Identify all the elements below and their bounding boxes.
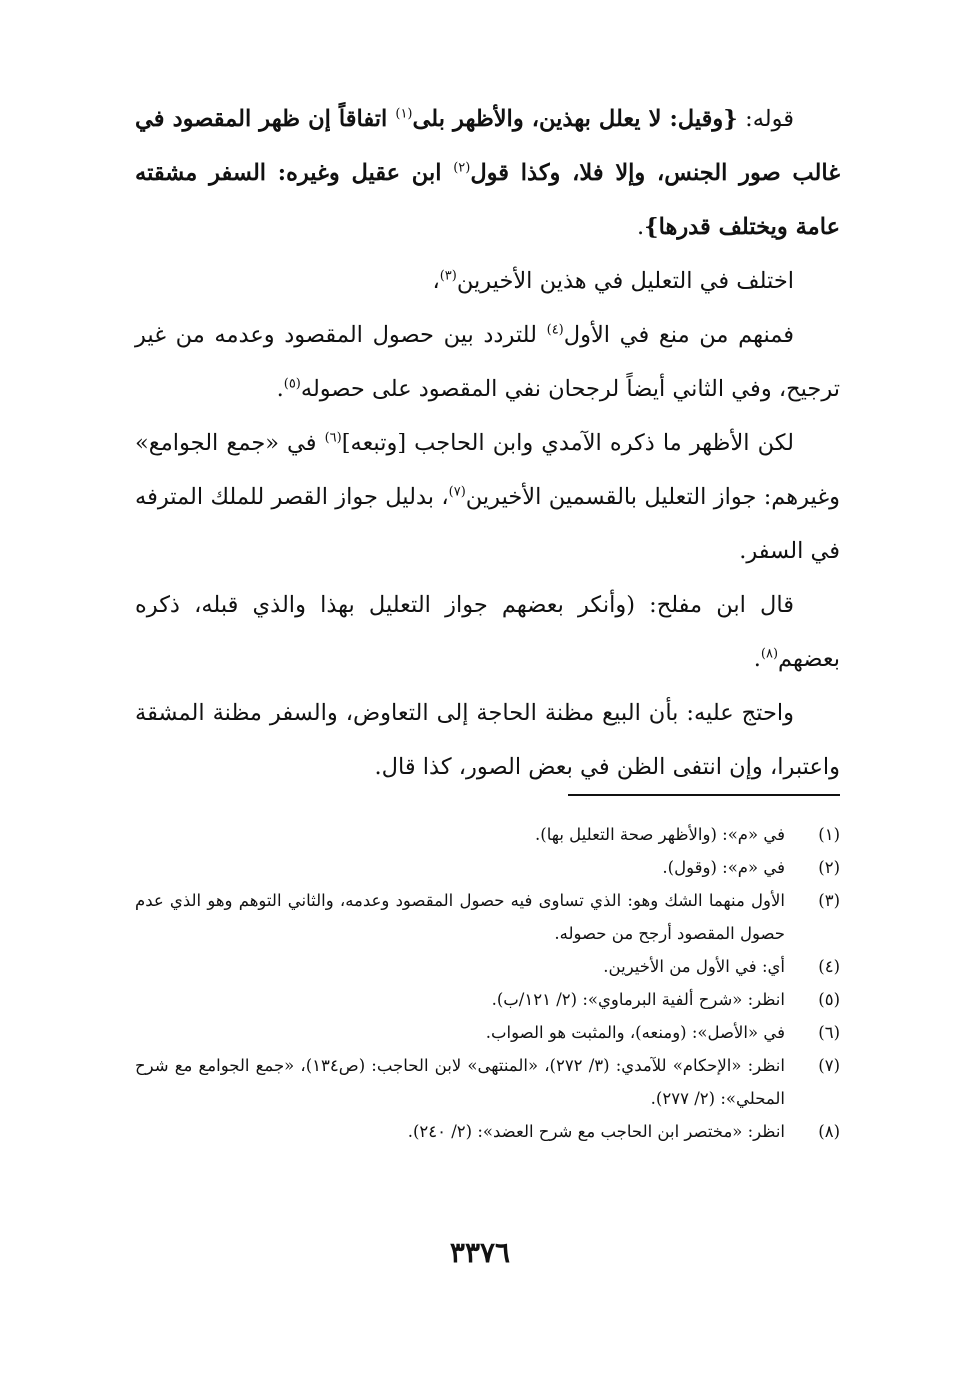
footnote-text: انظر: «الإحكام» للآمدي: (٣/ ٢٧٢)، «المنتهى» لابن الحاجب: (ص١٣٤)، «جمع الجوامع مع شرح المحلي»: (٢/ ٢٧٧). (135, 1056, 785, 1108)
text-segment: قوله: (737, 106, 795, 132)
footnote-reference: (٨) (760, 646, 779, 662)
text-segment: واحتج عليه: بأن البيع مظنة الحاجة إلى التعاوض، والسفر مظنة المشقة واعتبرا، وإن انتفى الظن في بعض الصور، كذا قال. (135, 700, 840, 780)
footnote-number: (٤) (818, 957, 840, 976)
footnote-text: في «الأصل»: (ومنعه)، والمثبت هو الصواب. (485, 1023, 785, 1042)
text-segment: للتردد بين حصول المقصود وعدمه من غير ترجيح، وفي الثاني أيضاً لرجحان نفي المقصود على حصوله (135, 322, 840, 402)
footnote-reference: (٦) (324, 430, 342, 446)
footnote (135, 818, 840, 851)
text-segment: اختلف في التعليل في هذين الأخيرين (456, 268, 794, 294)
text-segment: ابن عقيل وغيره: السفر مشقته عامة ويختلف قدرها} (135, 160, 840, 240)
footnote-reference: (٣) (439, 268, 457, 284)
text-segment: ، بدليل جواز القصر للملك المترفه في السفر. (135, 484, 840, 564)
footnote (135, 983, 840, 1016)
footnote (135, 1115, 840, 1148)
footnote-text: في «م»: (والأظهر صحة التعليل بها). (535, 825, 785, 844)
text-segment: {وقيل: لا يعلل بهذين، والأظهر بلى (412, 106, 738, 132)
footnote-text: في «م»: (وقول). (662, 858, 785, 877)
text-segment: . (636, 214, 645, 240)
footnote-number: (٨) (818, 1122, 840, 1141)
paragraph-quote (135, 92, 840, 254)
main-text (135, 92, 840, 794)
footnote-reference: (١) (395, 106, 413, 122)
paragraph (135, 308, 840, 416)
footnote-number: (١) (818, 825, 840, 844)
footnote (135, 1049, 840, 1115)
footnote-number: (٣) (818, 891, 840, 910)
footnote-number: (٥) (818, 990, 840, 1009)
footnote-number: (٦) (818, 1023, 840, 1042)
text-segment: في «جمع الجوامع» وغيرهم: جواز التعليل بالقسمين الأخيرين (135, 430, 840, 510)
text-segment: . (276, 376, 284, 402)
text-segment: فمنهم من منع في الأول (563, 322, 795, 348)
footnote (135, 884, 840, 950)
paragraph (135, 416, 840, 578)
footnote (135, 1016, 840, 1049)
text-segment: قال ابن مفلح: (وأنكر بعضهم جواز التعليل بهذا والذي قبله، ذكره بعضهم (135, 592, 840, 672)
paragraph (135, 578, 840, 686)
paragraph (135, 254, 840, 308)
text-segment: اتفاقاً إن ظهر المقصود في غالب صور الجنس، وإلا فلا، وكذا قول (135, 106, 840, 186)
footnote (135, 950, 840, 983)
footnote-reference: (٢) (453, 160, 471, 176)
footnote-reference: (٤) (546, 322, 564, 338)
text-segment: ، (432, 268, 440, 294)
footnote-number: (٧) (818, 1056, 840, 1075)
footnotes (135, 818, 840, 1148)
page-number: ٣٣٧٦ (449, 1236, 511, 1269)
footnote-text: الأول منهما الشك وهو: الذي تساوى فيه حصول المقصود وعدمه، والثاني التوهم وهو الذي عدم حصول المقصود أرجح من حصوله. (135, 891, 785, 943)
text-segment: . (753, 646, 761, 672)
footnote-divider (568, 794, 840, 796)
footnote-text: أي: في الأول من الأخيرين. (603, 957, 785, 976)
text-segment: لكن الأظهر ما ذكره الآمدي وابن الحاجب [وتبعه] (341, 430, 794, 456)
footnote-text: انظر: «مختصر ابن الحاجب مع شرح العضد»: (٢/ ٢٤٠). (407, 1122, 785, 1141)
footnote (135, 851, 840, 884)
paragraph (135, 686, 840, 794)
footnote-number: (٢) (818, 858, 840, 877)
footnote-text: انظر: «شرح ألفية البرماوي»: (٢/ ١٢١/ب). (491, 990, 785, 1009)
footnote-reference: (٥) (283, 376, 301, 392)
footnote-reference: (٧) (448, 484, 466, 500)
